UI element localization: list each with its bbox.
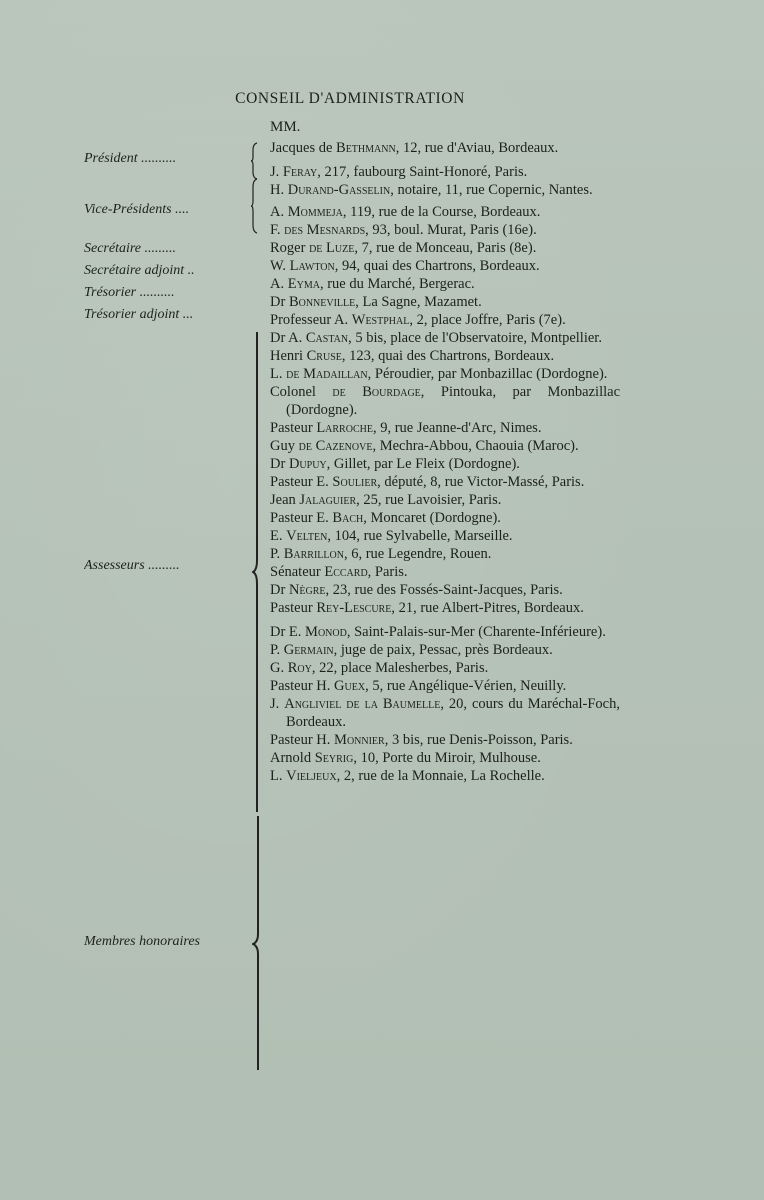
member-entry: A. Mommeja, 119, rue de la Course, Bordeaux. bbox=[270, 204, 541, 220]
member-entry: E. Velten, 104, rue Sylvabelle, Marseille. bbox=[270, 528, 513, 544]
vice-presidents-brace bbox=[250, 178, 260, 234]
member-entry: Pasteur H. Guex, 5, rue Angélique-Vérien, Neuilly. bbox=[270, 678, 567, 694]
member-entry: H. Durand-Gasselin, notaire, 11, rue Copernic, Nantes. bbox=[270, 182, 593, 198]
member-entry: Jean Jalaguier, 25, rue Lavoisier, Paris. bbox=[270, 492, 502, 508]
role-tresorier: Trésorier .......... bbox=[84, 285, 175, 300]
member-list bbox=[270, 139, 620, 785]
honoraires-brace bbox=[252, 814, 262, 1072]
member-entry: Dr E. Monod, Saint-Palais-sur-Mer (Charente-Inférieure). bbox=[270, 624, 606, 640]
member-entry: A. Eyma, rue du Marché, Bergerac. bbox=[270, 276, 475, 292]
member-entry: L. de Madaillan, Péroudier, par Monbazillac (Dordogne). bbox=[270, 366, 608, 382]
member-entry: Pasteur H. Monnier, 3 bis, rue Denis-Poisson, Paris. bbox=[270, 732, 573, 748]
member-entry: Pasteur E. Bach, Moncaret (Dordogne). bbox=[270, 510, 501, 526]
member-entry: Pasteur Rey-Lescure, 21, rue Albert-Pitres, Bordeaux. bbox=[270, 600, 584, 616]
member-entry: Dr Dupuy, Gillet, par Le Fleix (Dordogne). bbox=[270, 456, 520, 472]
member-entry: Dr Bonneville, La Sagne, Mazamet. bbox=[270, 294, 482, 310]
assesseurs-brace bbox=[252, 330, 262, 814]
member-entry: Dr A. Castan, 5 bis, place de l'Observatoire, Montpellier. bbox=[270, 330, 602, 346]
role-president: Président .......... bbox=[84, 151, 177, 166]
member-entry: Pasteur Larroche, 9, rue Jeanne-d'Arc, Nimes. bbox=[270, 420, 542, 436]
member-entry: J. Feray, 217, faubourg Saint-Honoré, Paris. bbox=[270, 164, 528, 180]
role-secretaire-adjoint: Secrétaire adjoint .. bbox=[84, 263, 195, 278]
page-title: CONSEIL D'ADMINISTRATION bbox=[235, 90, 465, 107]
salutation-mm: MM. bbox=[270, 119, 301, 135]
role-secretaire: Secrétaire ......... bbox=[84, 241, 177, 256]
member-entry: P. Germain, juge de paix, Pessac, près Bordeaux. bbox=[270, 642, 553, 658]
member-entry: G. Roy, 22, place Malesherbes, Paris. bbox=[270, 660, 489, 676]
member-entry: Henri Cruse, 123, quai des Chartrons, Bordeaux. bbox=[270, 348, 555, 364]
member-entry: Arnold Seyrig, 10, Porte du Miroir, Mulhouse. bbox=[270, 750, 541, 766]
member-entry: Professeur A. Westphal, 2, place Joffre, Paris (7e). bbox=[270, 312, 566, 328]
member-entry: Colonel de Bourdage, Pintouka, par Monbazillac (Dordogne). bbox=[270, 384, 621, 418]
member-entry: J. Angliviel de la Baumelle, 20, cours du Maréchal-Foch, Bordeaux. bbox=[270, 696, 620, 730]
member-entry: Dr Nègre, 23, rue des Fossés-Saint-Jacques, Paris. bbox=[270, 582, 563, 598]
member-entry: Roger de Luze, 7, rue de Monceau, Paris (8e). bbox=[270, 240, 537, 256]
member-entry: Jacques de Bethmann, 12, rue d'Aviau, Bordeaux. bbox=[270, 140, 559, 156]
role-membres-honoraires: Membres honoraires bbox=[84, 934, 201, 949]
role-assesseurs: Assesseurs ......... bbox=[84, 558, 180, 573]
member-entry: P. Barrillon, 6, rue Legendre, Rouen. bbox=[270, 546, 492, 562]
member-entry: Pasteur E. Soulier, député, 8, rue Victor-Massé, Paris. bbox=[270, 474, 585, 490]
member-entry: F. des Mesnards, 93, boul. Murat, Paris (16e). bbox=[270, 222, 537, 238]
role-vice-presidents: Vice-Présidents .... bbox=[84, 202, 190, 217]
member-entry: W. Lawton, 94, quai des Chartrons, Bordeaux. bbox=[270, 258, 540, 274]
member-entry: Guy de Cazenove, Mechra-Abbou, Chaouia (Maroc). bbox=[270, 438, 579, 454]
president-brace bbox=[250, 142, 260, 180]
member-entry: L. Vieljeux, 2, rue de la Monnaie, La Rochelle. bbox=[270, 768, 545, 784]
role-tresorier-adjoint: Trésorier adjoint ... bbox=[84, 307, 194, 322]
member-entry: Sénateur Eccard, Paris. bbox=[270, 564, 408, 580]
